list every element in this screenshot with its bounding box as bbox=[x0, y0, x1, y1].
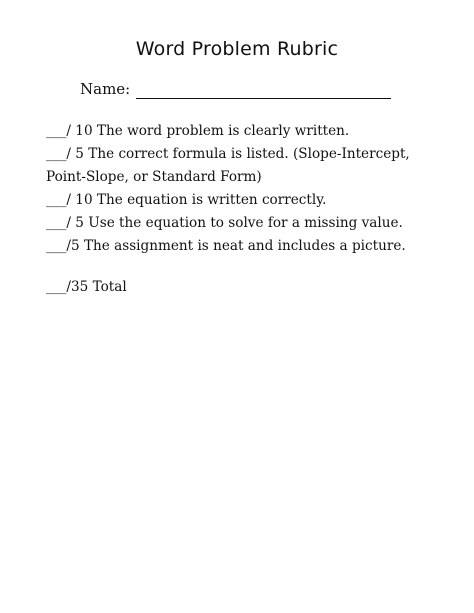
name-label: Name: bbox=[80, 80, 131, 98]
rubric-item-continuation: Point-Slope, or Standard Form) bbox=[46, 169, 262, 185]
page-title: Word Problem Rubric bbox=[135, 38, 339, 60]
rubric-item: ___/ 10 The equation is written correctly. bbox=[46, 192, 327, 208]
rubric-item: ___/5 The assignment is neat and includes a picture. bbox=[46, 238, 406, 254]
rubric-total: ___/35 Total bbox=[46, 279, 127, 295]
name-row bbox=[80, 80, 400, 104]
rubric-item: ___/ 5 Use the equation to solve for a missing value. bbox=[46, 215, 403, 231]
rubric-item: ___/ 10 The word problem is clearly written. bbox=[46, 123, 350, 139]
rubric-items bbox=[46, 120, 466, 258]
name-blank-line bbox=[136, 98, 391, 99]
rubric-item: ___/ 5 The correct formula is listed. (Slope-Intercept, bbox=[46, 146, 410, 162]
